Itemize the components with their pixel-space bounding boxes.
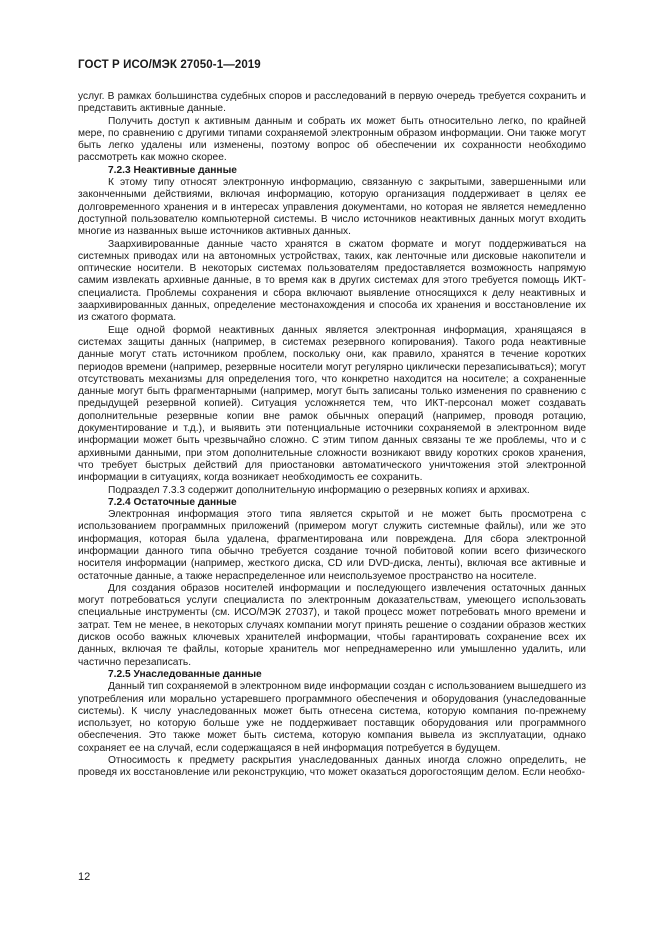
document-body	[78, 91, 586, 780]
paragraph: Еще одной формой неактивных данных является электронная информация, хранящаяся в системах защиты данных (например, в системах резервного копирования). Такого рода неактивные данные могут стать источником проблем, поскольку они, как правило, хранятся в течение коротких периодов времени (например, резервные носители могут регулярно циклически перезаписываться); могут отсутствовать механизмы для определения того, что конкретно находится на носителе; а сохраненные данные могут быть фрагментарными (например, могут быть записаны только изменения по сравнению с предыдущей резервной копией). Ситуация усложняется тем, что ИКТ-персонал может создавать дополнительные резервные копии вне рамок обычных операций (например, проводя ротацию, документирование и т.д.), и выявить эти потенциальные источники сохраняемой в электронном виде информации может быть чрезвычайно сложно. С этим типом данных связаны те же проблемы, что и с архивными данными, при этом дополнительные сложности возникают ввиду коротких сроков хранения, что требует быстрых действий для приостановки автоматического уничтожения этой электронной информации в ситуациях, когда возникает необходимость ее сохранить.	[78, 324, 586, 484]
paragraph: Для создания образов носителей информации и последующего извлечения остаточных данных могут потребоваться услуги специалиста по электронным доказательствам, умеющего использовать специальные инструменты (см. ИСО/МЭК 27037), и такой процесс может потребовать много времени и затрат. Тем не менее, в некоторых случаях компании могут принять решение о создании образов жестких дисков особо важных ключевых хранителей информации, чтобы гарантировать сохранение всех их данных, включая те файлы, которые хранитель мог непреднамеренно или умышленно удалить, или частично перезаписать.	[78, 582, 586, 668]
document-header: ГОСТ Р ИСО/МЭК 27050-1—2019	[78, 59, 261, 71]
page-number: 12	[78, 871, 91, 883]
paragraph: Получить доступ к активным данным и собрать их может быть относительно легко, по крайней мере, по сравнению с другими типами сохраняемой электронным образом информации. Они также могут быть легко удалены или изменены, поэтому вопрос об обеспечении их сохранности необходимо рассмотреть как можно скорее.	[78, 115, 586, 164]
section-heading-7-2-3: 7.2.3 Неактивные данные	[108, 164, 237, 176]
section-heading-7-2-4: 7.2.4 Остаточные данные	[108, 496, 237, 508]
paragraph: Заархивированные данные часто хранятся в сжатом формате и могут поддерживаться на системных приводах или на автономных устройствах, таких, как ленточные или дисковые накопители и оптические носители. В некоторых системах пользователям предоставляется возможность напрямую самим извлекать архивные данные, в то время как в других системах для этого требуется помощь ИКТ-специалиста. Проблемы сохранения и сбора включают выявление относящихся к делу неактивных и заархивированных данных, определение местонахождения и способа их хранения и восстановление их из сжатого формата.	[78, 238, 586, 324]
paragraph: услуг. В рамках большинства судебных споров и расследований в первую очередь требуется сохранить и представить активные данные.	[78, 91, 586, 115]
paragraph: Электронная информация этого типа является скрытой и не может быть просмотрена с использованием программных приложений (примером могут служить системные файлы), или же это информация, которая была удалена, фрагментирована или повреждена. Для сбора электронной информации данного типа обычно требуется создание точной побитовой копии всего физического носителя информации (например, жесткого диска, CD или DVD-диска, ленты), включая все активные и остаточные данные, а также нераспределенное или неиспользуемое пространство на носителе.	[78, 509, 586, 582]
paragraph: К этому типу относят электронную информацию, связанную с закрытыми, завершенными или законченными действиями, включая информацию, которую организация поддерживает в целях ее долговременного хранения и в интересах управления документами, но которая не является немедленно доступной пользователю компьютерной системы. В число источников неактивных данных могут входить многие из названных выше источников активных данных.	[78, 177, 586, 238]
section-heading-7-2-5: 7.2.5 Унаследованные данные	[108, 668, 262, 680]
paragraph: Данный тип сохраняемой в электронном виде информации создан с использованием вышедшего из употребления или морально устаревшего программного обеспечения и оборудования (унаследованные системы). К числу унаследованных может быть отнесена система, которую компания по-прежнему использует, но которую больше уже не поддерживает поставщик оборудования или программного обеспечения. Это также может быть система, которую компания вывела из эксплуатации, однако сохраняет ее на случай, если содержащаяся в ней информация потребуется в будущем.	[78, 681, 586, 754]
paragraph: Относимость к предмету раскрытия унаследованных данных иногда сложно определить, не проведя их восстановление или реконструкцию, что может оказаться дорогостоящим делом. Если необхо-	[78, 755, 586, 779]
paragraph: Подраздел 7.3.3 содержит дополнительную информацию о резервных копиях и архивах.	[108, 484, 530, 496]
